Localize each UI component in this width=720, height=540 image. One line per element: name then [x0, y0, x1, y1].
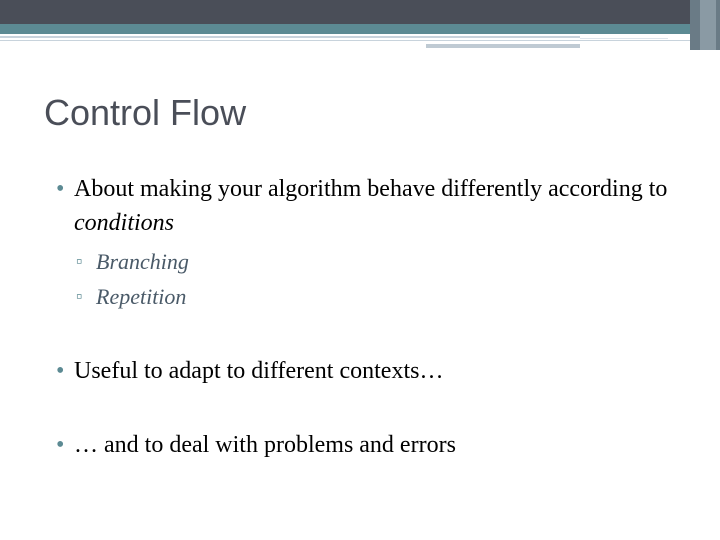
sub-bullet-item: ▫ Branching: [74, 244, 696, 279]
bullet-item: [56, 172, 696, 314]
header-rule-2: [0, 40, 720, 41]
bullet-list: [56, 172, 696, 462]
bullet-emphasis: conditions: [74, 210, 174, 236]
bullet-text: Useful to adapt to different contexts…: [74, 358, 444, 384]
header-corner-inner: [700, 0, 716, 50]
header-band-dark: [0, 0, 720, 24]
header-rule-3: [426, 44, 580, 48]
sub-bullet-list: [74, 244, 696, 314]
slide-title: Control Flow: [44, 92, 247, 133]
bullet-item: [56, 428, 696, 462]
header-rule-4: [580, 38, 668, 39]
bullet-text: … and to deal with problems and errors: [74, 432, 456, 458]
bullet-item: [56, 354, 696, 388]
header-rule-1: [0, 36, 580, 38]
bullet-text: About making your algorithm behave differently according to: [74, 176, 668, 202]
header-band-teal: [0, 24, 720, 34]
sub-bullet-item: ▫ Repetition: [74, 279, 696, 314]
